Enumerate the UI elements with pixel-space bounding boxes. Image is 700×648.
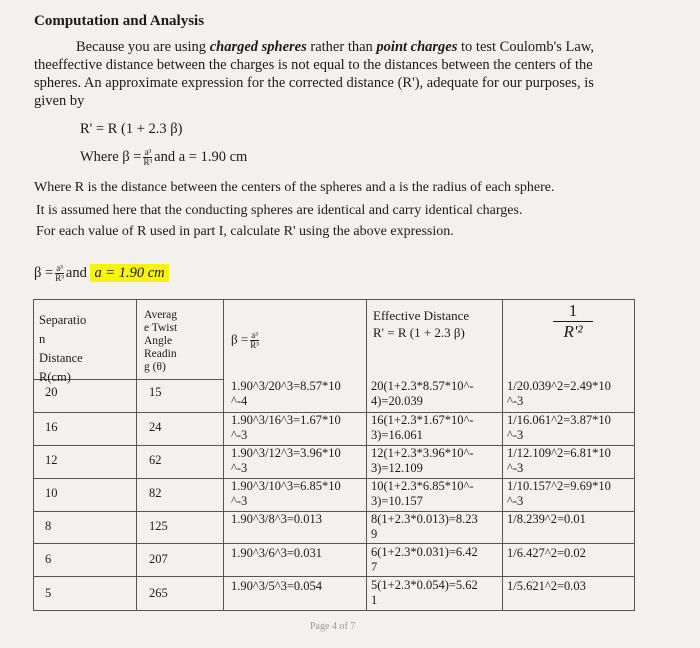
row-3-beta: 1.90^3/12^3=3.96*10 ^-3 (231, 446, 341, 475)
row-3-r: 12 (45, 453, 58, 467)
row-6-angle: 207 (149, 552, 168, 566)
row-1-inv: 1/20.039^2=2.49*10 ^-3 (507, 379, 611, 408)
header-effective-distance: Effective Distance R' = R (1 + 2.3 β) (373, 308, 470, 340)
row-4-angle: 82 (149, 486, 162, 500)
row-4-r: 10 (45, 486, 58, 500)
row-2-r: 16 (45, 420, 58, 434)
row-7-inv: 1/5.621^2=0.03 (507, 579, 586, 593)
row-1-angle: 15 (149, 385, 162, 399)
row-2-inv: 1/16.061^2=3.87*10 ^-3 (507, 413, 611, 442)
row-7-r: 5 (45, 586, 52, 600)
row-5-r: 8 (45, 519, 52, 533)
section-heading: Computation and Analysis (34, 13, 205, 29)
row-5-angle: 125 (149, 519, 168, 533)
definition-line: Where R is the distance between the centers of the spheres and a is the radius of each sphere. (34, 180, 555, 195)
radius-highlight: a = 1.90 cm (90, 264, 168, 282)
row-6-eff: 6(1+2.3*0.031)=6.42 7 (371, 545, 478, 574)
row-6-beta: 1.90^3/6^3=0.031 (231, 546, 323, 560)
beta-definition: β = $\frac{\text{a³}}{\text{R³}}$ and a = 1.90 cm (34, 264, 169, 283)
formula-line: R' = R (1 + 2.3 β) (80, 121, 183, 137)
row-2-angle: 24 (149, 420, 162, 434)
row-2-eff: 16(1+2.3*1.67*10^- 3)=16.061 (371, 413, 474, 442)
row-1-r: 20 (45, 385, 58, 399)
row-3-inv: 1/12.109^2=6.81*10 ^-3 (507, 446, 611, 475)
row-6-inv: 1/6.427^2=0.02 (507, 546, 586, 560)
row-1-beta: 1.90^3/20^3=8.57*10 ^-4 (231, 379, 341, 408)
row-7-beta: 1.90^3/5^3=0.054 (231, 579, 323, 593)
results-table (33, 299, 635, 611)
row-4-beta: 1.90^3/10^3=6.85*10 ^-3 (231, 479, 341, 508)
header-separation: Separatio n Distance R(cm) (39, 313, 87, 384)
page-footer: Page 4 of 7 (310, 621, 356, 632)
header-beta: β = $\frac{\text{a³}}{\text{R³}}$ (231, 330, 259, 350)
row-5-eff: 8(1+2.3*0.013)=8.23 9 (371, 512, 478, 541)
row-1-eff: 20(1+2.3*8.57*10^- 4)=20.039 (371, 379, 474, 408)
row-4-eff: 10(1+2.3*6.85*10^- 3)=10.157 (371, 479, 474, 508)
row-5-beta: 1.90^3/8^3=0.013 (231, 512, 323, 526)
row-2-beta: 1.90^3/16^3=1.67*10 ^-3 (231, 413, 341, 442)
row-5-inv: 1/8.239^2=0.01 (507, 512, 586, 526)
instruction-line: For each value of R used in part I, calculate R' using the above expression. (36, 224, 454, 239)
row-4-inv: 1/10.157^2=9.69*10 ^-3 (507, 479, 611, 508)
header-inverse-square: 1 R'² (553, 301, 593, 342)
row-7-eff: 5(1+2.3*0.054)=5.62 1 (371, 578, 478, 607)
row-7-angle: 265 (149, 586, 168, 600)
row-3-angle: 62 (149, 453, 162, 467)
row-6-r: 6 (45, 552, 52, 566)
header-angle: Averag e Twist Angle Readin g (θ) (144, 309, 178, 373)
where-line: Where β = $\frac{\text{a³}}{\text{R³}}$ and a = 1.90 cm (80, 147, 248, 167)
assumption-line: It is assumed here that the conducting spheres are identical and carry identical charges. (36, 203, 523, 218)
row-3-eff: 12(1+2.3*3.96*10^- 3)=12.109 (371, 446, 474, 475)
intro-paragraph: Because you are using charged spheres rather than point charges to test Coulomb's Law, theeffective distance between the charges is not equal to the distances between the centers of the spheres. An approximate expression for the corrected distance (R'), adequate for our purposes, is given by (34, 39, 594, 109)
